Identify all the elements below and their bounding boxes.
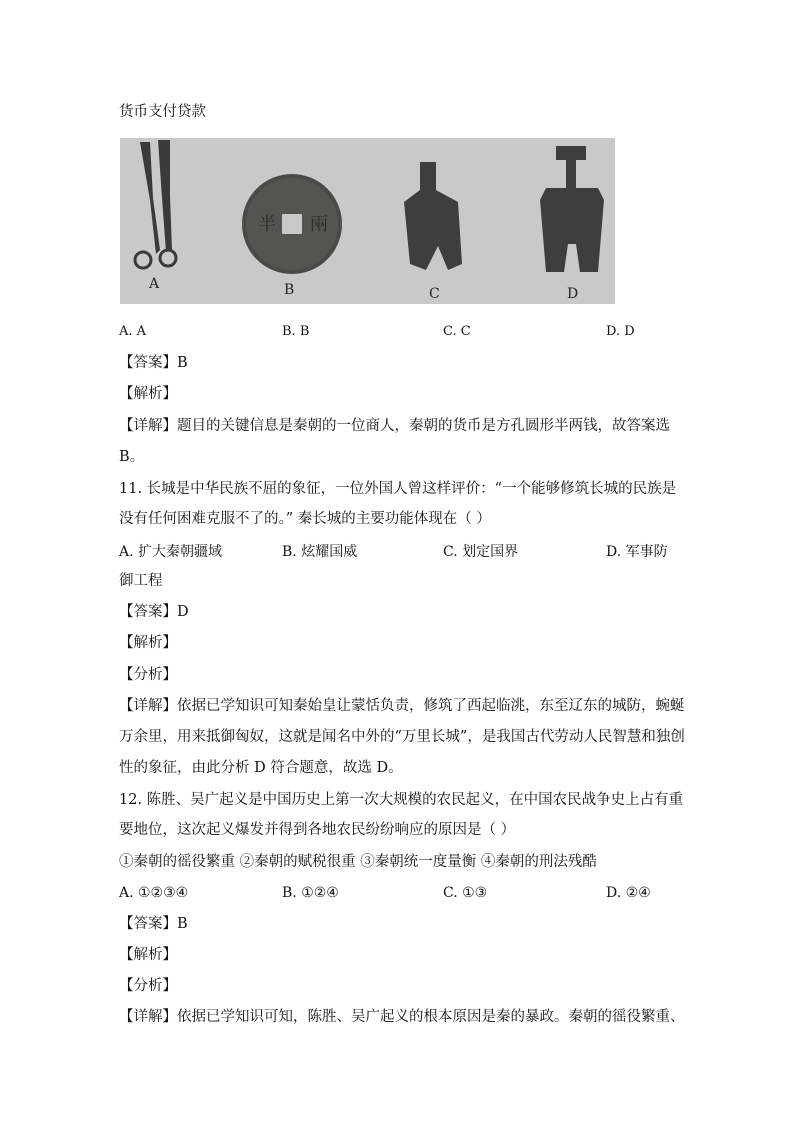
q10-detail-line-1: 【详解】题目的关键信息是秦朝的一位商人，秦朝的货币是方孔圆形半两钱，故答案选 <box>119 418 670 434</box>
q11-option-d: D. 军事防 <box>606 544 668 560</box>
q12-option-b: B. ①②④ <box>282 885 339 901</box>
q11-stem-line-1: 11. 长城是中华民族不屈的象征，一位外国人曾这样评价：“一个能够修筑长城的民族是 <box>119 481 677 497</box>
q12-option-c: C. ①③ <box>443 885 488 901</box>
ancient-coins-image <box>120 138 615 304</box>
spade-coin-d-illustration <box>540 146 604 272</box>
q12-analysis-heading: 【解析】 <box>119 947 177 963</box>
q10-option-a: A. A <box>119 324 147 339</box>
figure-label-c: C <box>429 286 440 302</box>
q11-option-d-wrap: 御工程 <box>119 573 163 589</box>
q11-analysis-heading: 【解析】 <box>119 635 177 651</box>
q11-detail-line-1: 【详解】依据已学知识可知秦始皇让蒙恬负责，修筑了西起临洮，东至辽东的城防，蜿蜒 <box>119 698 685 714</box>
svg-text:兩: 兩 <box>310 214 328 235</box>
q12-detail-line-1: 【详解】依据已学知识可知，陈胜、吴广起义的根本原因是秦的暴政。秦朝的徭役繁重、 <box>119 1009 685 1025</box>
spade-coin-c-illustration <box>404 162 462 270</box>
figure-label-d: D <box>567 286 579 302</box>
q12-stem-line-1: 12. 陈胜、吴广起义是中国历史上第一次大规模的农民起义，在中国农民战争史上占有重 <box>119 792 684 808</box>
q12-answer: 【答案】B <box>119 916 188 932</box>
q10-answer: 【答案】B <box>119 355 188 371</box>
q11-fenxi-heading: 【分析】 <box>119 667 177 683</box>
q10-detail-line-2: B。 <box>119 449 145 465</box>
ban-liang-coin-illustration <box>242 174 342 274</box>
q10-analysis-heading: 【解析】 <box>119 386 177 402</box>
svg-text:半: 半 <box>258 214 276 235</box>
figure-label-b: B <box>284 282 295 298</box>
q12-fenxi-heading: 【分析】 <box>119 978 177 994</box>
q11-option-c: C. 划定国界 <box>443 544 519 560</box>
q12-option-d: D. ②④ <box>606 885 651 901</box>
q11-answer: 【答案】D <box>119 604 189 620</box>
q10-option-b: B. B <box>282 324 310 339</box>
knife-coin-illustration <box>135 140 176 268</box>
q11-detail-line-2: 万余里，用来抵御匈奴，这就是闻名中外的“万里长城”，是我国古代劳动人民智慧和独创 <box>119 729 685 745</box>
q12-stem-line-2: 要地位，这次起义爆发并得到各地农民纷纷响应的原因是（ ） <box>119 822 516 838</box>
q11-stem-line-2: 没有任何困难克服不了的。” 秦长城的主要功能体现在（ ） <box>119 511 491 527</box>
q11-option-a: A. 扩大秦朝疆域 <box>119 544 223 560</box>
figure-label-a: A <box>149 276 160 292</box>
intro-line: 货币支付贷款 <box>119 104 206 120</box>
q11-option-b: B. 炫耀国威 <box>282 544 358 560</box>
q12-option-a: A. ①②③④ <box>119 885 189 901</box>
q11-detail-line-3: 性的象征，由此分析 D 符合题意，故选 D。 <box>119 760 403 776</box>
coins-figure <box>120 138 615 304</box>
q10-option-c: C. C <box>443 324 471 339</box>
q12-items: ①秦朝的徭役繁重 ②秦朝的赋税很重 ③秦朝统一度量衡 ④秦朝的刑法残酷 <box>119 854 597 870</box>
q10-option-d: D. D <box>606 324 635 339</box>
